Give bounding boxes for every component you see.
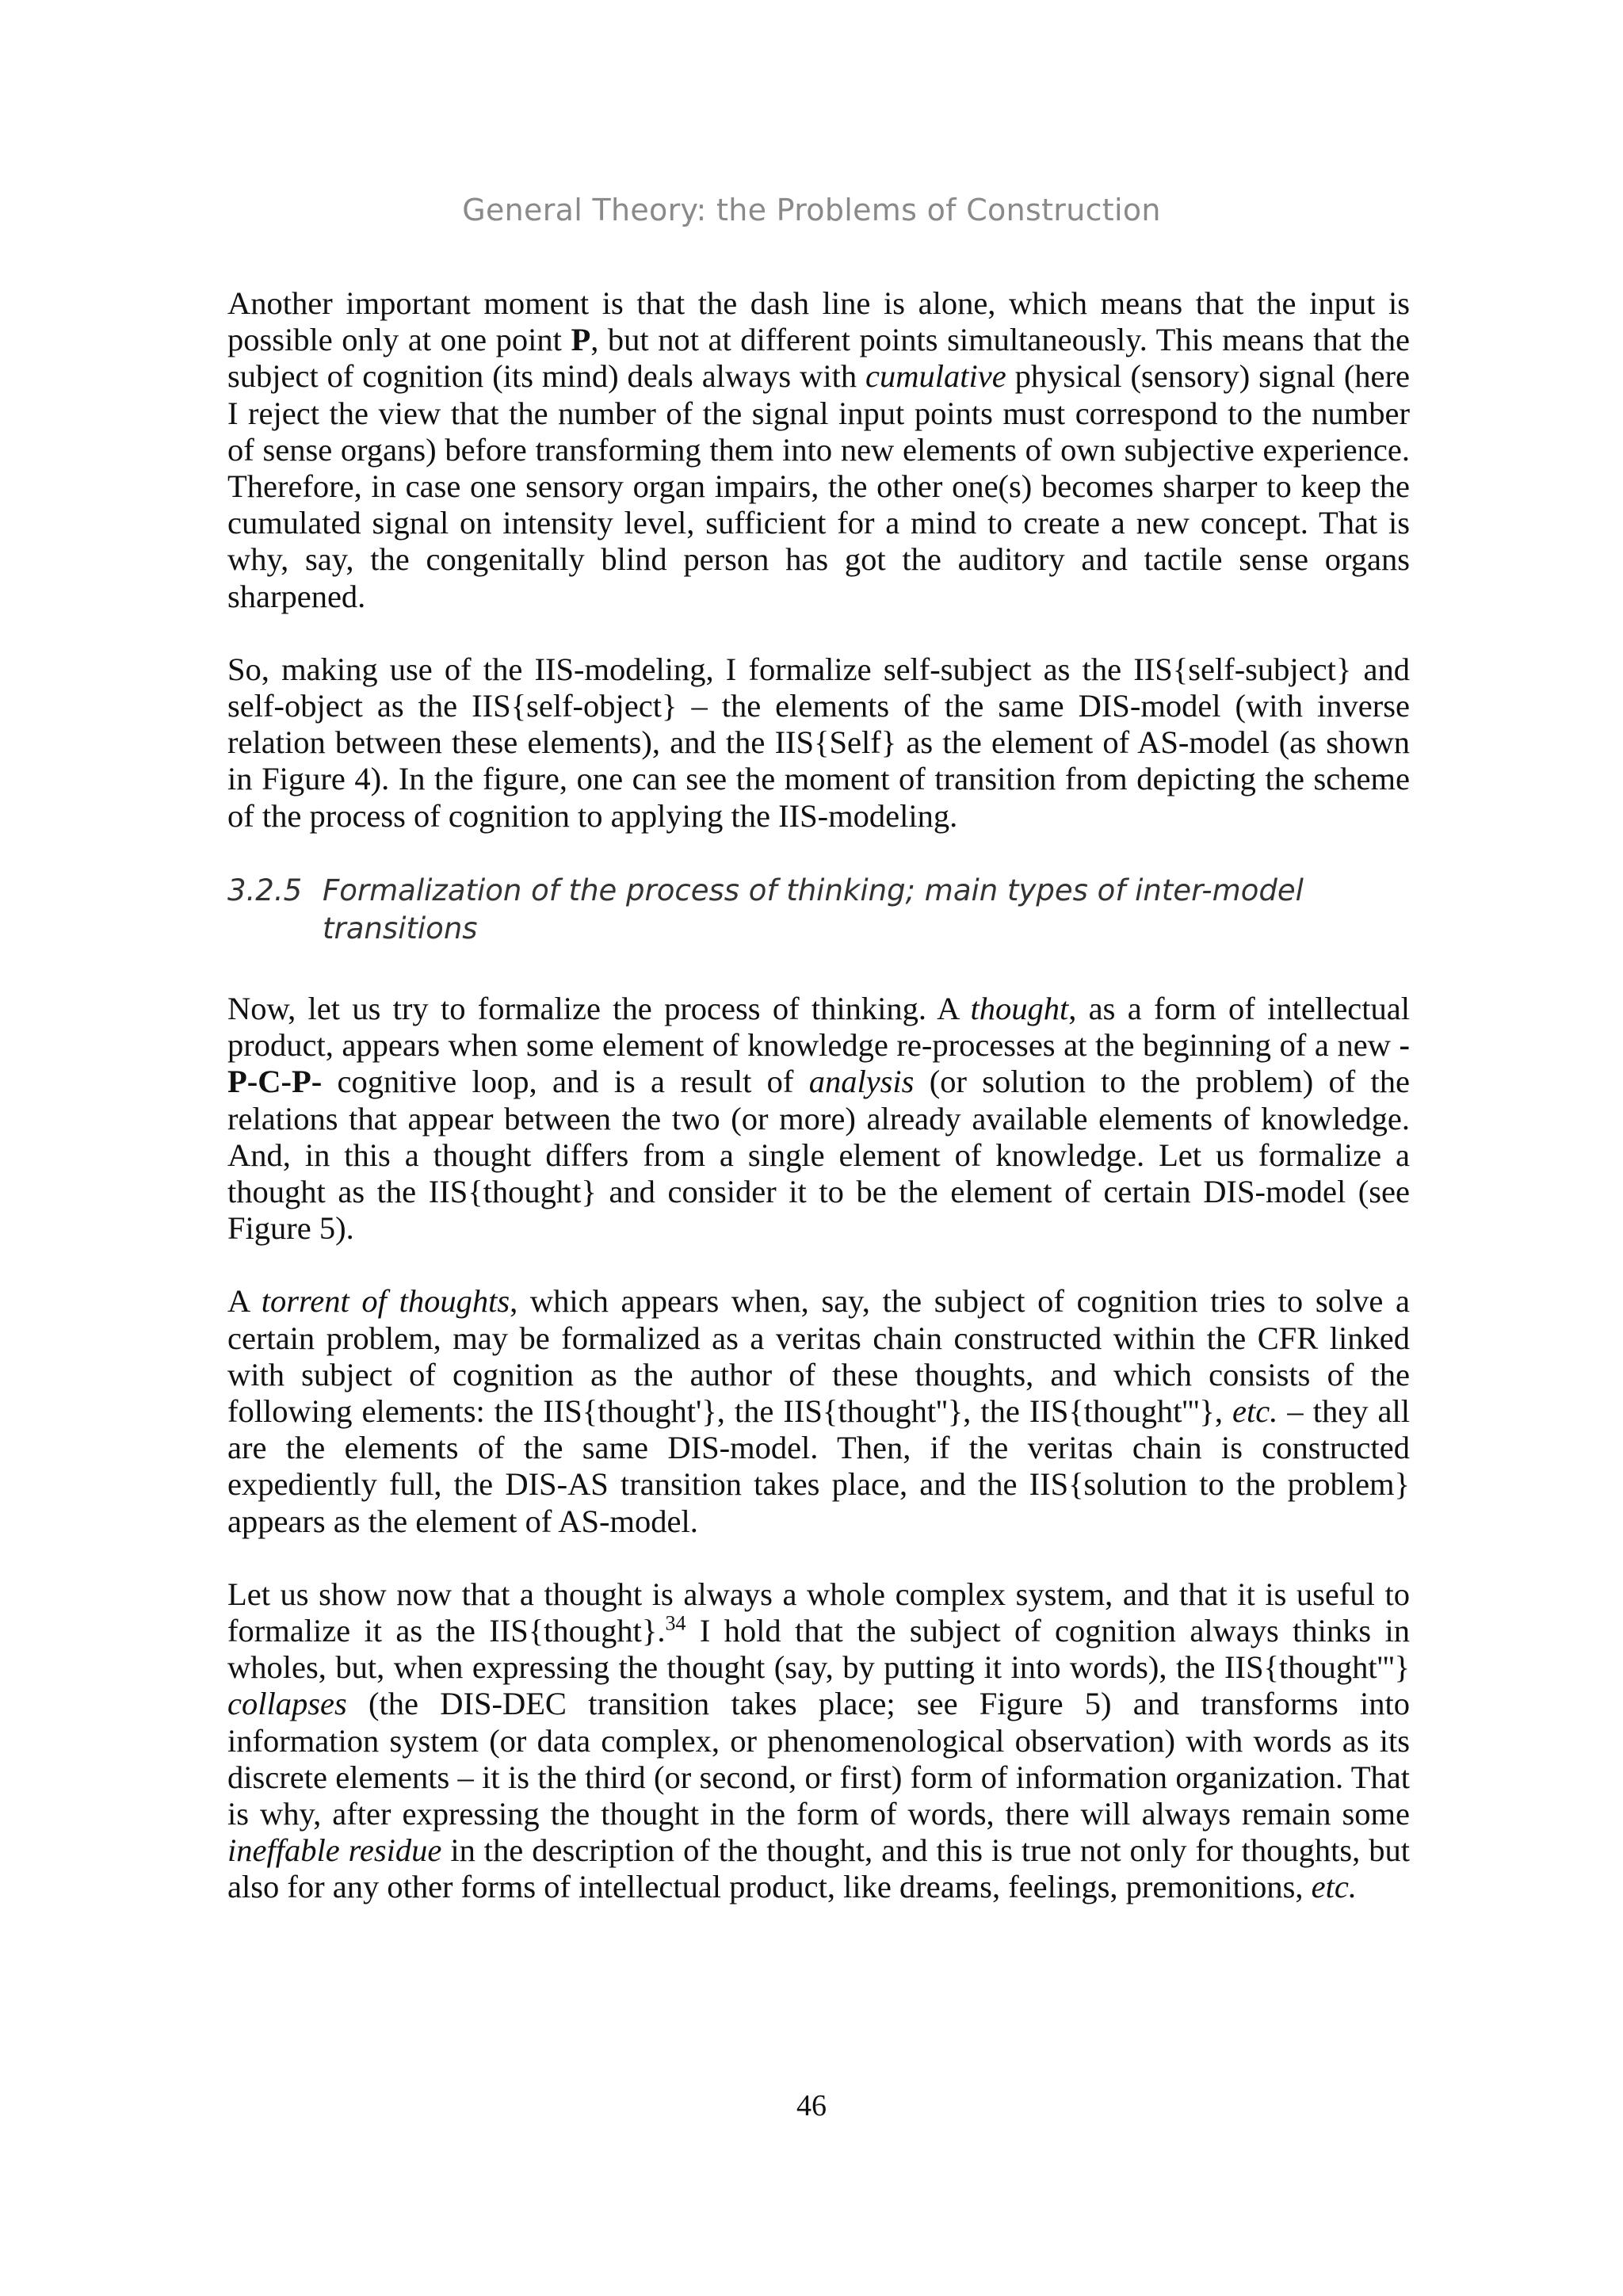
paragraph-4: [227, 1283, 1410, 1539]
footnote-marker[interactable]: 34: [665, 1611, 686, 1635]
p5-text-4: in the description of the thought, and this is true not only for thoughts, but also for any other forms of intellectual product, like dreams, feelings, premonitions,: [227, 1832, 1410, 1905]
p4-italic-torrent: torrent of thoughts: [261, 1283, 510, 1320]
paragraph-5: [227, 1576, 1410, 1906]
p1-text-2: , but not at different points simultaneously. This means that the subject of cognition (its mind) deals always with: [227, 322, 1410, 395]
p5-text-2: I hold that the subject of cognition always thinks in wholes, but, when expressing the thought (say, by putting it into words), the IIS{thought'''}: [227, 1613, 1410, 1686]
p4-text-3: – they all are the elements of the same DIS-model. Then, if the veritas chain is constructed expediently full, the DIS-AS transition takes place, and the IIS{solution to the problem} appears as the element of AS-model.: [227, 1393, 1410, 1539]
body-text-top: [227, 285, 1410, 835]
body-text-bottom: [227, 991, 1410, 1906]
p5-text-3: (the DIS-DEC transition takes place; see Figure 5) and transforms into information system (or data complex, or phenomenological observation) with words as its discrete elements – it is the third (or second, or first) form of information organization. That is why, after expressing the thought in the form of words, there will always remain some: [227, 1686, 1410, 1832]
section-number: 3.2.5: [227, 873, 303, 907]
p3-bold-pcp: -P-C-P-: [227, 1027, 1410, 1100]
p3-text-3: cognitive loop, and is a result of: [322, 1064, 809, 1100]
p5-italic-residue: ineffable residue: [227, 1832, 442, 1869]
p1-italic-cumulative: cumulative: [865, 358, 1006, 395]
p5-text-1: Let us show now that a thought is always a whole complex system, and that it is useful to formalize it as the IIS{thought}.: [227, 1576, 1410, 1649]
p1-bold-p: P: [571, 322, 591, 358]
p3-text-1: Now, let us try to formalize the process of thinking. A: [227, 991, 971, 1026]
p3-text-2: , as a form of intellectual product, appears when some element of knowledge re-processes at the beginning of a new: [227, 991, 1410, 1064]
p5-italic-collapses: collapses: [227, 1686, 347, 1722]
p1-text-3: physical (sensory) signal (here I reject the view that the number of the signal input points must correspond to the number of sense organs) before transforming them into new elements of own subjective experience. Therefore, in case one sensory organ impairs, the other one(s) becomes sharper to keep the cumulated signal on intensity level, sufficient for a mind to create a new concept. That is why, say, the congenitally blind person has got the auditory and tactile sense organs sharpened.: [227, 358, 1410, 614]
p3-italic-thought: thought: [970, 991, 1069, 1026]
section-heading: [227, 872, 1410, 948]
section-title: Formalization of the process of thinking; main types of inter-model transitions: [323, 873, 1304, 946]
paragraph-3: [227, 991, 1410, 1247]
paragraph-2: So, making use of the IIS-modeling, I formalize self-subject as the IIS{self-subject} and self-object as the IIS{self-object} – the elements of the same DIS-model (with inverse relation between these elements), and the IIS{Self} as the element of AS-model (as shown in Figure 4). In the figure, one can see the moment of transition from depicting the scheme of the process of cognition to applying the IIS-modeling.: [227, 651, 1410, 834]
paragraph-1: [227, 285, 1410, 615]
running-header: General Theory: the Problems of Construction: [462, 193, 1161, 227]
p3-text-4: (or solution to the problem) of the relations that appear between the two (or more) already available elements of knowledge. And, in this a thought differs from a single element of knowledge. Let us formalize a thought as the IIS{thought} and consider it to be the element of certain DIS-model (see Figure 5).: [227, 1064, 1411, 1247]
p3-italic-analysis: analysis: [808, 1064, 915, 1100]
page-number: 46: [796, 2089, 827, 2122]
p1-text-1: Another important moment is that the dash line is alone, which means that the input is possible only at one point: [227, 285, 1410, 358]
p5-italic-etc: etc.: [1311, 1869, 1357, 1905]
p4-text-1: A: [227, 1283, 262, 1320]
p4-italic-etc: etc.: [1232, 1393, 1278, 1430]
p4-text-2: , which appears when, say, the subject of cognition tries to solve a certain problem, may be formalized as a veritas chain constructed within the CFR linked with subject of cognition as the author of these thoughts, and which consists of the following elements: the IIS{thought'}, the IIS{thought''}, the IIS{thought'''},: [227, 1283, 1410, 1430]
